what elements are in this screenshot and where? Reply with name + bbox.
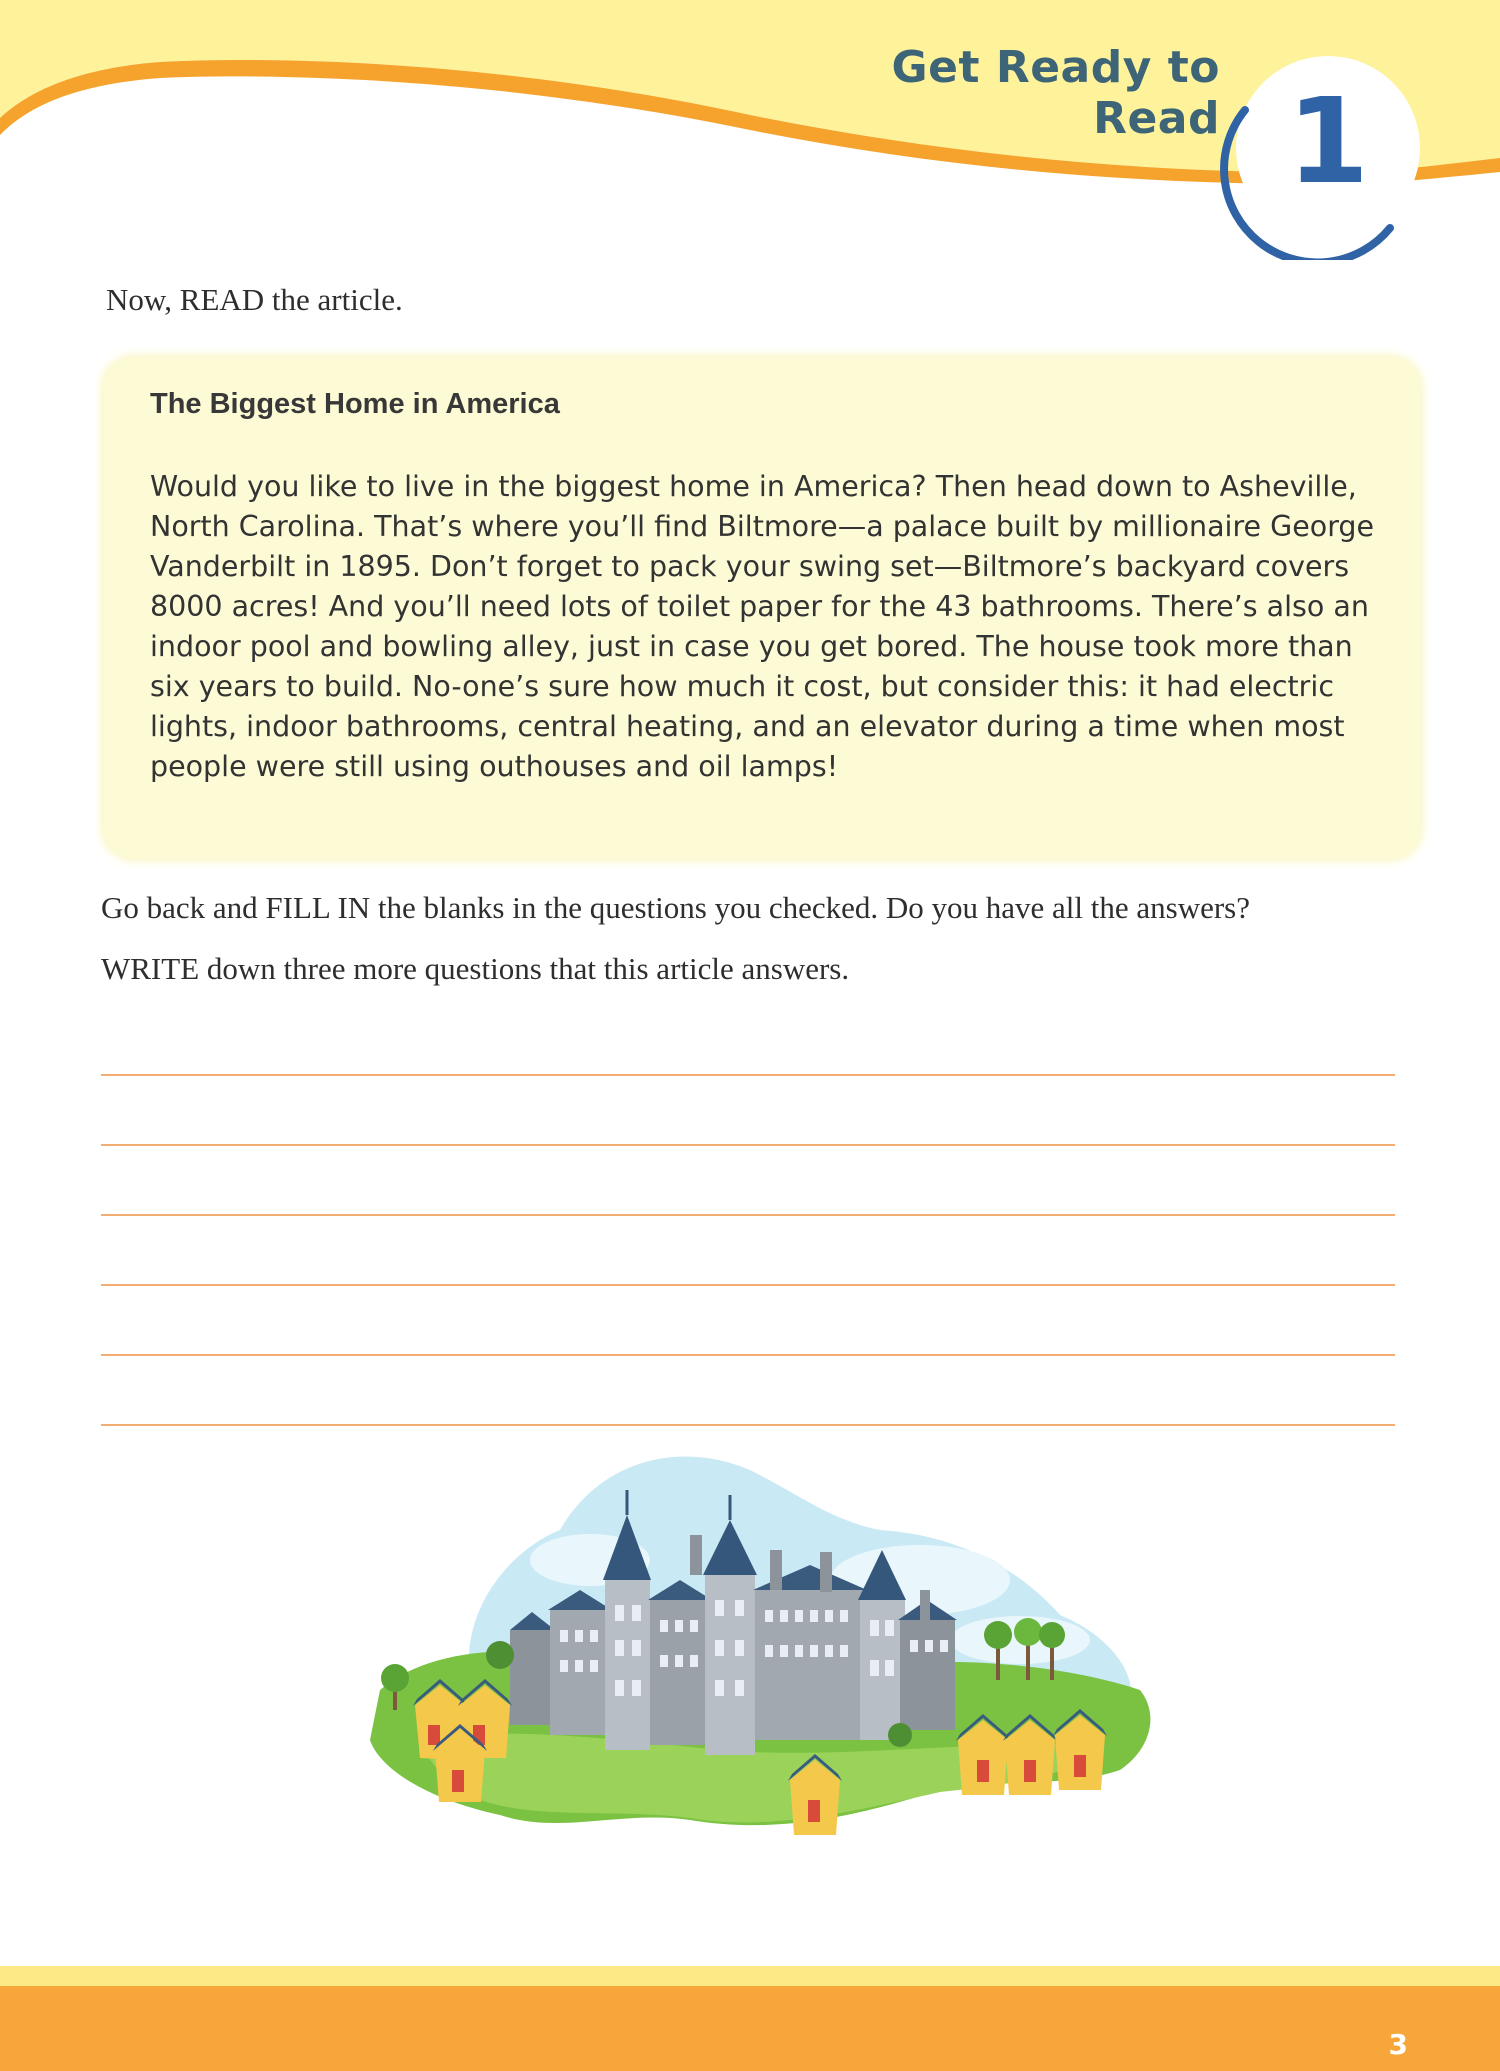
biltmore-illustration	[360, 1440, 1160, 1840]
answer-line-4[interactable]	[101, 1284, 1395, 1286]
article-body: Would you like to live in the biggest home in America? Then head down to Asheville, North Carolina. That’s where you’ll find Biltmore—a palace built by millionaire George Vanderbilt in 1895. Don’t forget to pack your swing set—Biltmore’s backyard covers 8000 acres! And you’ll need lots of toilet paper for the 43 bathrooms. There’s also an indoor pool and bowling alley, just in case you get bored. The house took more than six years to build. No-one’s sure how much it cost, but consider this: it had electric lights, indoor bathrooms, central heating, and an elevator during a time when most people were still using outhouses and oil lamps!	[150, 470, 1375, 783]
footer-yellow-band	[0, 1966, 1500, 1986]
footer-orange-band	[0, 1986, 1500, 2071]
answer-lines	[101, 1074, 1395, 1494]
write-instruction: WRITE down three more questions that this article answers.	[101, 951, 850, 986]
section-title: Get Ready to Read	[891, 42, 1220, 144]
page-number: 3	[1388, 2028, 1408, 2061]
chapter-number: 1	[1286, 72, 1370, 210]
article-title: The Biggest Home in America	[150, 388, 560, 420]
answer-line-2[interactable]	[101, 1144, 1395, 1146]
answer-line-6[interactable]	[101, 1424, 1395, 1426]
answer-line-3[interactable]	[101, 1214, 1395, 1216]
read-instruction: Now, READ the article.	[106, 282, 403, 317]
article-box	[104, 358, 1420, 858]
answer-line-5[interactable]	[101, 1354, 1395, 1356]
answer-line-1[interactable]	[101, 1074, 1395, 1076]
fill-in-instruction: Go back and FILL IN the blanks in the questions you checked. Do you have all the answers?	[101, 890, 1250, 925]
